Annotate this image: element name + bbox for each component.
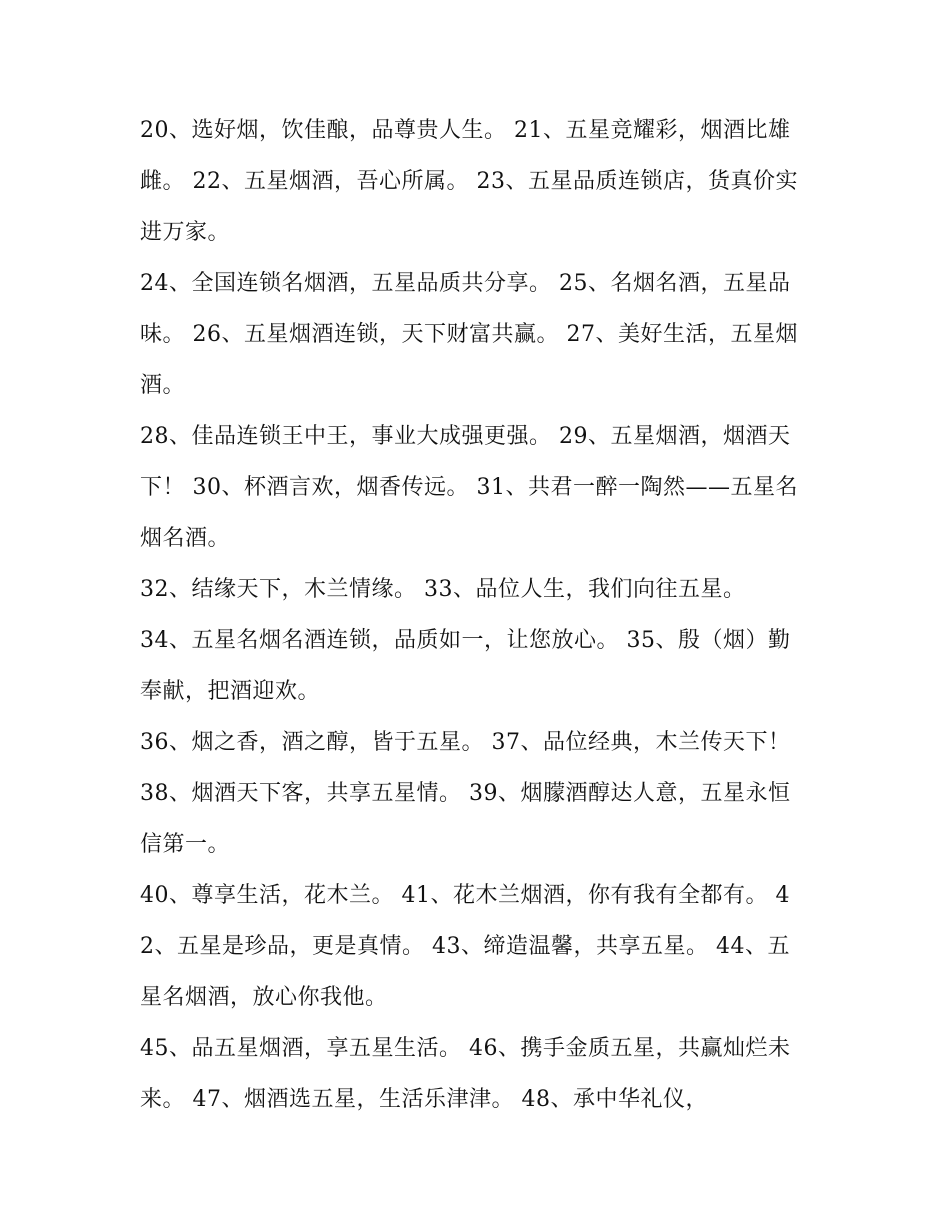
paragraph-slogans-40-44: 40、尊享生活，花木兰。 41、花木兰烟酒，你有我有全都有。 42、五星是珍品，更是真情。 43、缔造温馨，共享五星。 44、五星名烟酒，放心你我他。 bbox=[140, 883, 790, 1010]
paragraph-slogans-45-48: 45、品五星烟酒，享五星生活。 46、携手金质五星，共赢灿烂未来。 47、烟酒选五星，生活乐津津。 48、承中华礼仪， bbox=[140, 1036, 791, 1112]
paragraph-slogans-36-39: 36、烟之香，酒之醇，皆于五星。 37、品位经典，木兰传天下！ 38、烟酒天下客，共享五星情。 39、烟朦酒醇达人意，五星永恒信第一。 bbox=[140, 730, 791, 857]
paragraph-slogans-34-35: 34、五星名烟名酒连锁，品质如一，让您放心。 35、殷（烟）勤奉献，把酒迎欢。 bbox=[140, 628, 791, 704]
document-page bbox=[140, 105, 800, 1125]
paragraph-slogans-28-31: 28、佳品连锁王中王，事业大成强更强。 29、五星烟酒，烟酒天下！ 30、杯酒言欢，烟香传远。 31、共君一醉一陶然——五星名烟名酒。 bbox=[140, 424, 798, 551]
paragraph-slogans-32-33: 32、结缘天下，木兰情缘。 33、品位人生，我们向往五星。 bbox=[140, 577, 746, 602]
paragraph-slogans-24-27: 24、全国连锁名烟酒，五星品质共分享。 25、名烟名酒，五星品味。 26、五星烟酒连锁，天下财富共赢。 27、美好生活，五星烟酒。 bbox=[140, 271, 798, 398]
paragraph-slogans-20-23: 20、选好烟，饮佳酿，品尊贵人生。 21、五星竞耀彩，烟酒比雄雌。 22、五星烟酒，吾心所属。 23、五星品质连锁店，货真价实进万家。 bbox=[140, 118, 798, 245]
